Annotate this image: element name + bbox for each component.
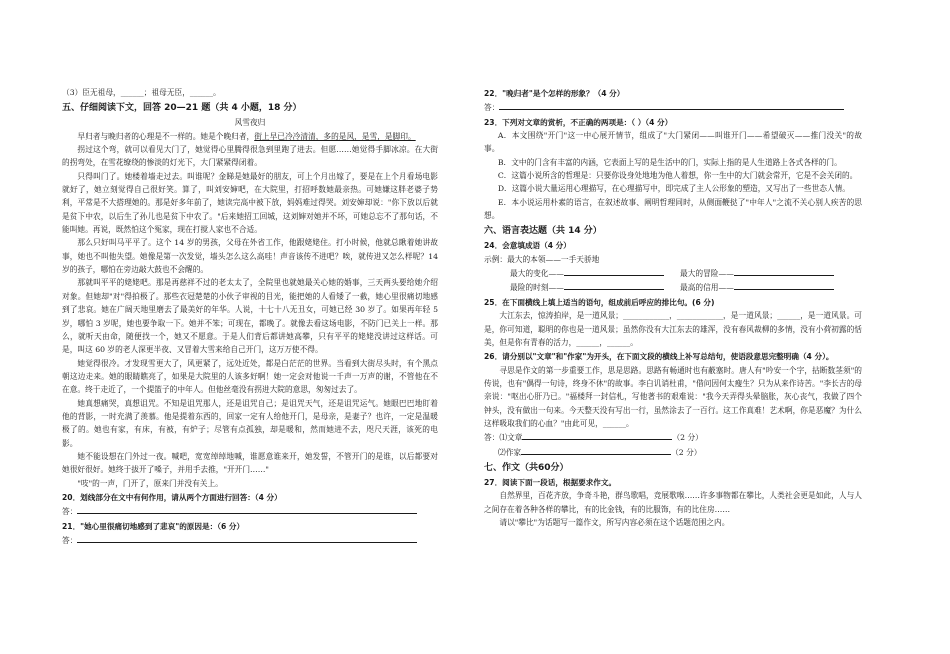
question-23: 23．下列对文章的赏析，不正确的两项是：（ ）（4 分） <box>484 117 673 127</box>
answer-26-1 <box>484 430 862 444</box>
answer-label: 答： <box>62 507 78 517</box>
score-label: （2 分） <box>672 433 703 443</box>
story-paragraph-6: 她觉得很冷。才发现雪更大了，风更紧了，远处近处，都是白茫茫的世界。当看到大街尽头时，有个黑点朝这边走来。她的眼睛瞧亮了，如果是大院里的人该多好啊！她一定会对他说一千声一万声的谢，不管他在不在意。终于走近了，一个提篮子的中年人。但他丝毫没有拐进大院的意思，匆匆过去了。 <box>62 358 438 395</box>
answer-line-20 <box>62 504 438 518</box>
answer-blank-22[interactable] <box>499 100 844 110</box>
question-26-passage: 寻思是作文的第一步重要工作，思是思路。思路有畅通时也有蔽塞时。唐人有"吟安一个字，拈断数茎须"的传说，也有"偶得一句诗，终身不休"的故事。李白讥诮杜甫，"借问因何太瘦生？只为从来作诗苦。"李长吉的母亲说："呕出心肝乃已。"福楼拜一封信札，写他著书的艰难说："我今天弄得头晕脑胀，灰心丧气，我做了四个钟头，没有做出一句来。今天整天没有写出一行，虽然涂去了一百行。这工作真难！艺术啊，你是恶魔？为什么这样吸取我们的心血？"由此可见，______。 <box>484 365 862 428</box>
question-27: 27．阅读下面一段话，根据要求作文。 <box>484 477 617 487</box>
underlined-sentence: 街上早已冷冷清清，多的是风，是雪，是脚印。 <box>254 131 416 141</box>
idiom-prompt: 最大的变化—— <box>510 269 564 279</box>
option-e: E．本小说运用朴素的语言，在叙述故事、阐明哲理同时，从侧面鞭挞了"中年人"之流不关心别人疾苦的思想。 <box>484 197 862 221</box>
right-column <box>484 86 862 529</box>
answer-blank-26-2[interactable] <box>521 445 671 455</box>
answer-26-2 <box>484 445 862 459</box>
section-6-heading: 六、语言表达题（共 14 分） <box>484 226 602 237</box>
idiom-fill-4 <box>680 280 834 294</box>
idiom-fill-1 <box>510 266 680 280</box>
option-d: D．这篇小说大量运用心理描写，在心理描写中，即完成了主人公形象的塑造，又写出了一些世态人情。 <box>497 184 850 194</box>
question-3-item: （3）臣无祖母，______；祖母无臣，______。 <box>62 88 221 97</box>
option-b: B．文中的门含有丰富的内涵，它表面上写的是生活中的门，实际上指的是人生道路上各式各样的门。 <box>497 157 842 167</box>
option-a: A．本文围绕"开门"这一中心展开情节，组成了"大门紧闭——叫谁开门——希望破灭——推门没关"的故事。 <box>484 131 862 154</box>
idiom-fill-2 <box>680 266 834 280</box>
question-25-text: 大江东去，惊涛拍岸，是一道风景；____________，____________，是一道风景；______，是一道风景。可是，你可知道，聪明的你也是一道风景；虽然你没有大江东去的雄浑，没有春风裁柳的多情，没有小荷初露的恬美，但是你有青春的活力，______，______。 <box>484 311 862 347</box>
section-5-heading: 五、仔细阅读下文，回答 20—21 题（共 4 小题，18 分） <box>62 103 302 114</box>
idiom-blank[interactable] <box>734 280 834 290</box>
question-27-passage: 自然界里，百花齐放，争奇斗艳，群鸟歌唱，竞展歌喉……许多事物都在攀比，人类社会更是如此，人与人之间存在着各种各样的攀比，有的比金钱，有的比服饰，有的比住房…… <box>484 491 862 514</box>
idiom-blank[interactable] <box>564 280 664 290</box>
answer-label: 答： <box>484 103 500 113</box>
story-paragraph-1 <box>62 130 438 143</box>
idiom-prompt: 最险的时刻—— <box>510 283 564 293</box>
story-paragraph-7: 她真想痛哭，真想诅咒。不知是诅咒那人，还是诅咒自己；是诅咒天气，还是诅咒运气。她眼巴巴地盯着他的背影，一时充满了羡慕。他是提着东西的，回家一定有人给他开门，是母亲，是妻子？也许，一定是温暖极了的。她也有家，有床，有被，有炉子；尽管有点孤独，却是暖和，然而她进不去，咫尺天涯，该死的电影。 <box>62 398 438 448</box>
question-27-requirement: 请以"攀比"为话题写一篇作文，所写内容必须在这个话题范围之内。 <box>499 517 730 527</box>
score-label: （2 分） <box>671 447 702 457</box>
question-25: 25．在下面横线上填上适当的语句，组成前后呼应的排比句。(6 分) <box>484 297 715 307</box>
answer-line-22 <box>484 100 862 114</box>
story-paragraph-4: 那么只好叫马平平了。这个 14 岁的男孩，父母在外省工作，他跟姥姥住。打小时候，他就总瞅着她讲故事，她也不叫他失望。她像是第一次发觉，墙头怎么这么高哇！声音该传不进吧？唉，就传进又怎么样呢？14 岁的孩子，哪怕在旁边敲大鼓也不会醒的。 <box>62 238 438 275</box>
option-c: C．这篇小说所含的哲理是：只要你设身处地地为他人着想，你一生中的大门就会常开，它是不会关闭的。 <box>497 171 858 181</box>
story-paragraph-2: 拐过这个弯，就可以看见大门了，她觉得心里腾得很急到里跑了进去。但愿……她觉得手脚冰凉。在大街的拐弯处，在雪花缭绕的惨淡的灯光下，大门紧紧得闭着。 <box>62 145 438 168</box>
story-paragraph-5: 那就叫平平的姥姥吧。那是再慈祥不过的老太太了，全院里也就她最关心她的婚事，三天两头要给她介绍对象。但她却"对"得拍极了。那些衣冠楚楚的小伙子审视的目光，能把她的人看矮了一截，她心里很痛切地感到了悲哀。她在广阔天地里磨去了最美好的年华。人说，十七十八无丑女，可她已经 30 岁了。如果再年轻 5 岁，哪怕 3 岁呢，她也要争取一下。她并不笨；可现在，都晚了。就像去看这场电影，不防门已关上一样。那么，就听天由命，随便找一个，她又不愿意。于是人们背后都讲她高攀，只有平平的姥姥没讲过这样话。可是，叫这 60 岁的老人深更半夜、又冒着大雪来给自己开门，这万万使不得。 <box>62 278 438 355</box>
idiom-example: 示例：最大的本领——一手天骄地 <box>484 254 600 264</box>
section-7-heading: 七、作文（共60分） <box>484 462 569 473</box>
answer-label: 答：⑴文章 <box>484 433 523 443</box>
answer-blank-20[interactable] <box>77 504 417 514</box>
idiom-row-1 <box>484 266 862 280</box>
question-21: 21．"她心里很痛切地感到了悲哀"的原因是：（6 分） <box>62 521 245 531</box>
idiom-row-2 <box>484 280 862 294</box>
question-22: 22．"晚归者"是个怎样的形象？（4 分） <box>484 89 625 98</box>
story-title: 风雪夜归 <box>234 118 266 128</box>
story-paragraph-8: 她不能设想在门外过一夜。喊吧，宽宽绰绰地喊，谁愿意谁来开，她发誓，不管开门的是谁，以后都要对她很好很好。她终于拔开了嗓子，并用手去推，"开开门……" <box>62 451 438 475</box>
idiom-prompt: 最高的信用—— <box>680 283 734 293</box>
question-24: 24．会意填成语（4 分） <box>484 241 571 251</box>
answer-blank-21[interactable] <box>77 533 417 543</box>
left-column <box>62 86 438 547</box>
idiom-blank[interactable] <box>734 266 834 276</box>
idiom-prompt: 最大的冒险—— <box>680 269 734 279</box>
story-paragraph-3: 只得叫门了。她楼着墙走过去。叫谁呢？金睇是她最好的朋友，可上个月出嫁了，要是在上个月看场电影就好了，她立刻觉得自己很好笑。算了，叫刘安婶吧，在大院里，打招呼数她最亲热。可她嫌这胖老婆子势利，平常是不大搭理她的。那是好多年前了，她读完高中被下放，妈妈难过得哭。刘安婶却说："你下放以后就是贫下中农，以后生了孙儿也是贫下中农了。"后来她招工回城，这刘婶对她并不坏，可她总忘不了那句话，不能叫她。再说，既然怕这个冤家，现在打搅人家也不合适。 <box>62 171 438 235</box>
answer-label: ⑵作家 <box>498 447 522 457</box>
idiom-fill-3 <box>510 280 680 294</box>
answer-blank-26-1[interactable] <box>522 430 672 440</box>
paragraph-1-text: 早归者与晚归者的心理是不一样的。她是个晚归者， <box>77 131 255 141</box>
story-paragraph-9: "吱"的一声，门开了，原来门并没有关上。 <box>77 478 223 488</box>
idiom-blank[interactable] <box>564 266 664 276</box>
question-26: 26．请分别以"文章"和"作家"为开头，在下面文段的横线上补写总结句，使语段意思完整明确（4 分）。 <box>484 352 834 362</box>
answer-label: 答： <box>62 536 78 545</box>
answer-line-21 <box>62 533 438 547</box>
question-20: 20．划线部分在文中有何作用，请从两个方面进行回答：（4 分） <box>62 492 282 502</box>
